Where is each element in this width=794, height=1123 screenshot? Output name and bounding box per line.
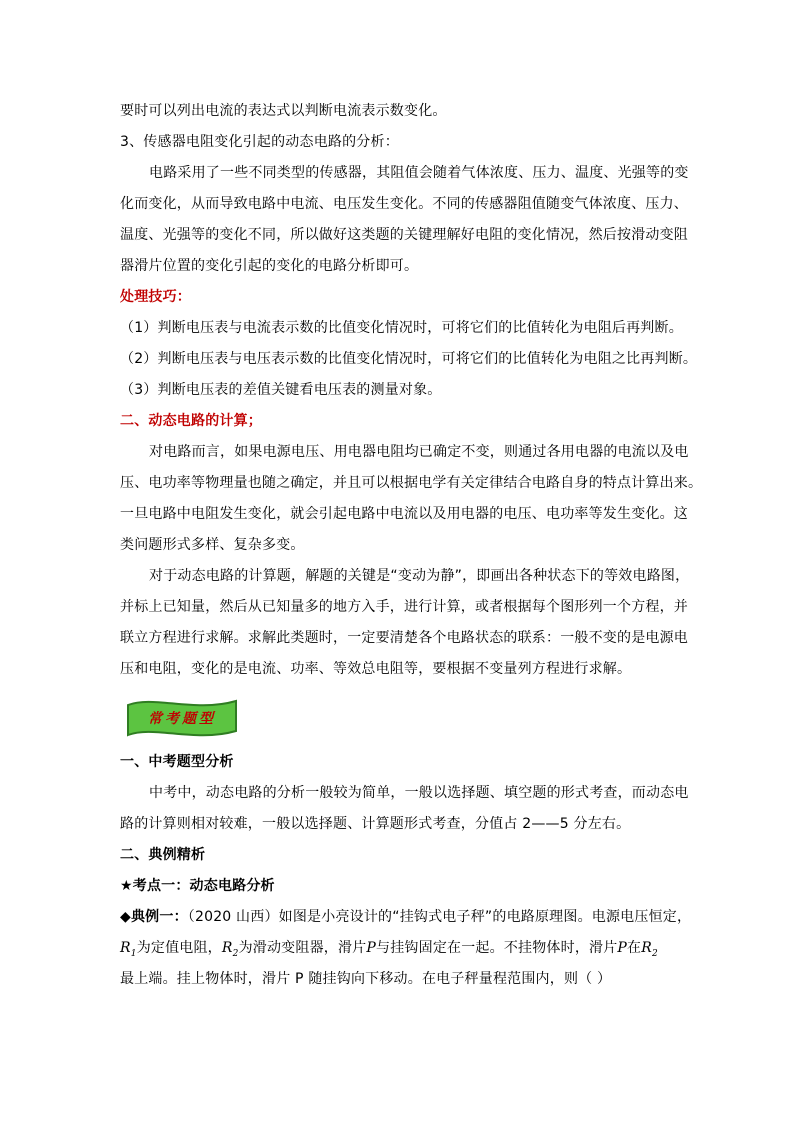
sensor-paragraph-line: 温度、光强等的变化不同，所以做好这类题的关键理解好电阻的变化情况，然后按滑动变阻 <box>120 227 688 243</box>
resistor-r2-symbol: $R_2$ <box>221 940 239 959</box>
calc-paragraph-line: 对电路而言，如果电源电压、用电器电阻均已确定不变，则通过各用电器的电流以及电 <box>149 444 689 460</box>
example-label: ◆典例一： <box>120 909 188 925</box>
heading-sensor-analysis: 3、传感器电阻变化引起的动态电路的分析： <box>120 134 399 150</box>
slider-p-symbol: P <box>366 940 377 956</box>
banner-label: 常考题型 <box>148 711 216 727</box>
exam-analysis-line: 路的计算则相对较难，一般以选择题、计算题形式考查，分值占 2——5 分左右。 <box>120 816 631 832</box>
sensor-paragraph-line: 化而变化，从而导致电路中电流、电压发生变化。不同的传感器阻值随变气体浓度、压力、 <box>120 196 688 212</box>
exam-point-heading: ★考点一：动态电路分析 <box>120 878 275 894</box>
example-text: 为定值电阻， <box>136 940 222 956</box>
example-text: 为滑动变阻器，滑片 <box>238 940 367 956</box>
resistor-r1-symbol: $R_1$ <box>120 940 137 959</box>
calc-paragraph-line: 一旦电路中电阻发生变化，就会引起电路中电流以及用电器的电压、电功率等发生变化。这 <box>120 506 688 522</box>
sensor-paragraph-line: 器滑片位置的变化引起的变化的电路分析即可。 <box>120 258 419 274</box>
calc-method-line: 对于动态电路的计算题，解题的关键是“变动为静”，即画出各种状态下的等效电路图， <box>149 568 690 584</box>
calc-paragraph-line: 压、电功率等物理量也随之确定，并且可以根据电学有关定律结合电路自身的特点计算出来。 <box>120 475 703 491</box>
examples-heading: 二、典例精析 <box>120 847 206 863</box>
calc-method-line: 压和电阻，变化的是电流、功率、等效总电阻等，要根据不变量列方程进行求解。 <box>120 661 632 677</box>
tip-item: （2）判断电压表与电压表示数的比值变化情况时，可将它们的比值转化为电阻之比再判断。 <box>120 351 698 367</box>
section-heading-calculation: 二、动态电路的计算； <box>120 413 262 429</box>
resistor-r2-symbol: $R_2$ <box>641 940 658 959</box>
common-question-types-banner <box>124 697 240 741</box>
banner-row <box>120 687 676 747</box>
tips-heading: 处理技巧： <box>120 289 191 305</box>
example-text: 在 <box>627 940 642 956</box>
document-body <box>120 96 703 995</box>
example-question-line1 <box>120 902 692 933</box>
calc-method-line: 并标上已知量，然后从已知量多的地方入手，进行计算，或者根据每个图形列一个方程，并 <box>120 599 688 615</box>
exam-analysis-heading: 一、中考题型分析 <box>120 754 234 770</box>
example-text: 与挂钩固定在一起。不挂物体时，滑片 <box>376 940 618 956</box>
tip-item: （1）判断电压表与电流表示数的比值变化情况时，可将它们的比值转化为电阻后再判断。 <box>120 320 683 336</box>
paragraph-current-expression: 要时可以列出电流的表达式以判断电流表示数变化。 <box>120 103 447 119</box>
example-question-line3: 最上端。挂上物体时，滑片 P 随挂钩向下移动。在电子秤量程范围内，则（ ） <box>120 971 612 987</box>
calc-paragraph-line: 类问题形式多样、复杂多变。 <box>120 537 305 553</box>
slider-p-symbol: P <box>617 940 628 956</box>
example-text: （2020 山西）如图是小亮设计的“挂钩式电子秤”的电路原理图。电源电压恒定， <box>187 909 692 925</box>
calc-method-line: 联立方程进行求解。求解此类题时，一定要清楚各个电路状态的联系：一般不变的是电源电 <box>120 630 688 646</box>
exam-analysis-line: 中考中，动态电路的分析一般较为简单，一般以选择题、填空题的形式考查，而动态电 <box>149 785 689 801</box>
tip-item: （3）判断电压表的差值关键看电压表的测量对象。 <box>120 382 442 398</box>
example-question-line2 <box>120 933 676 964</box>
sensor-paragraph-line: 电路采用了一些不同类型的传感器，其阻值会随着气体浓度、压力、温度、光强等的变 <box>149 165 689 181</box>
